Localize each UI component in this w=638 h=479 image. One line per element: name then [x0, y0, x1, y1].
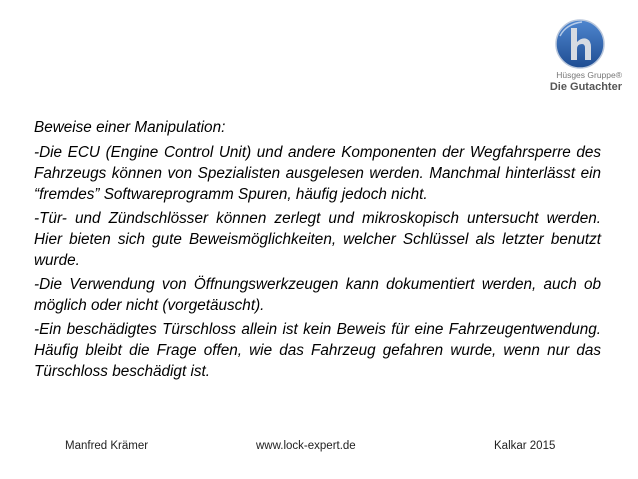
slide-heading: Beweise einer Manipulation:	[34, 119, 226, 136]
huesges-h-logo-icon	[552, 18, 608, 70]
footer-place-year: Kalkar 2015	[494, 440, 556, 452]
logo-brand-name: Die Gutachter	[549, 81, 622, 93]
slide-content	[34, 117, 601, 385]
company-logo	[538, 18, 622, 98]
footer-website: www.lock-expert.de	[256, 440, 356, 452]
bullet-locks: -Tür- und Zündschlösser können zerlegt und mikroskopisch untersucht werden. Hier bieten sich gute Beweismöglichkeiten, welcher Schlüssel als letzter benutzt wurde.	[34, 210, 601, 269]
logo-group-name: Hüsges Gruppe®	[556, 70, 622, 80]
bullet-ecu: -Die ECU (Engine Control Unit) und andere Komponenten der Wegfahrsperre des Fahrzeugs können von Spezialisten ausgelesen werden. Manchmal hinterlässt ein “fremdes” Softwareprogramm Spuren, häufig jedoch nicht.	[34, 144, 601, 203]
footer-author: Manfred Krämer	[65, 440, 149, 452]
bullet-door-lock: -Ein beschädigtes Türschloss allein ist kein Beweis für eine Fahrzeugentwendung. Häufig bleibt die Frage offen, wie das Fahrzeug gefahren wurde, wenn nur das Türschloss beschädigt ist.	[34, 321, 601, 380]
bullet-tools: -Die Verwendung von Öffnungswerkzeugen kann dokumentiert werden, auch ob möglich oder nicht (vorgetäuscht).	[34, 276, 601, 314]
